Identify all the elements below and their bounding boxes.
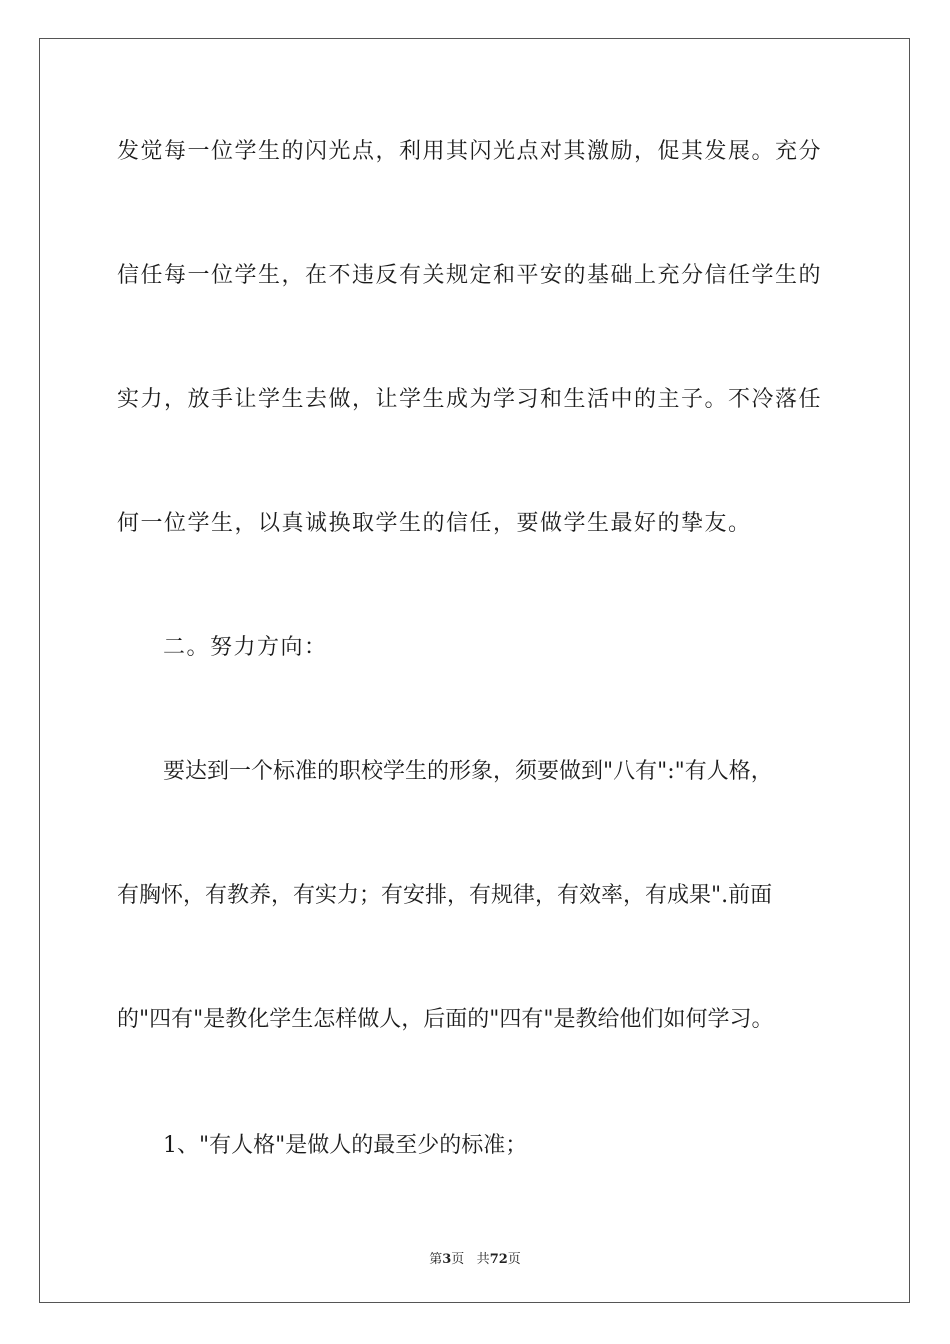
paragraph-line-4: 何一位学生，以真诚换取学生的信任，要做学生最好的挚友。 — [117, 511, 752, 536]
paragraph-line-1: 发觉每一位学生的闪光点，利用其闪光点对其激励，促其发展。充分 — [117, 139, 823, 164]
section-heading: 二。努力方向： — [163, 635, 328, 660]
footer-total-suffix: 页 — [507, 1252, 521, 1267]
paragraph-line-6: 有胸怀，有教养，有实力；有安排，有规律，有效率，有成果".前面 — [117, 883, 773, 908]
paragraph-line-5: 要达到一个标准的职校学生的形象，须要做到"八有":"有人格， — [163, 759, 773, 784]
paragraph-line-7: 的"四有"是教化学生怎样做人，后面的"四有"是教给他们如何学习。 — [117, 1007, 774, 1032]
footer-total-pages: 72 — [489, 1252, 508, 1267]
paragraph-line-2: 信任每一位学生，在不违反有关规定和平安的基础上充分信任学生的 — [117, 263, 823, 288]
paragraph-line-3: 实力，放手让学生去做，让学生成为学习和生活中的主子。不冷落任 — [117, 387, 823, 412]
page-footer — [0, 1248, 950, 1267]
footer-page-prefix: 第 — [429, 1252, 443, 1267]
footer-page-suffix: 页 — [451, 1252, 465, 1267]
footer-page-number: 3 — [442, 1252, 452, 1267]
list-item-1: 1、"有人格"是做人的最至少的标准； — [163, 1133, 528, 1158]
footer-total-prefix: 共 — [476, 1252, 490, 1267]
page-border — [39, 38, 910, 1303]
